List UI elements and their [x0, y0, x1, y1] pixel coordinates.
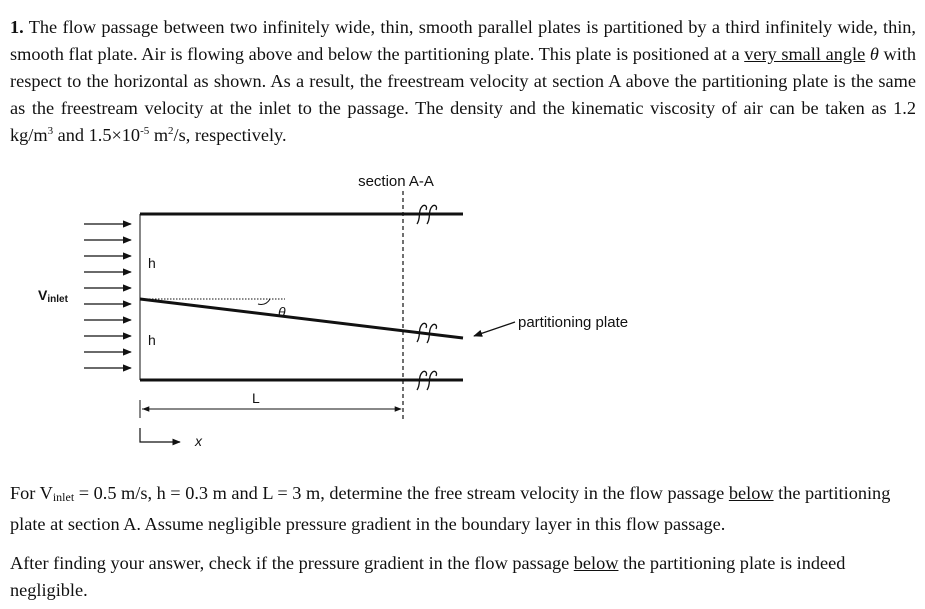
- problem-statement: [10, 14, 916, 149]
- partition-label-arrow: [474, 322, 515, 336]
- question-2: [10, 550, 916, 604]
- partitioning-plate-label: partitioning plate: [518, 314, 629, 331]
- superscript-neg5: -5: [140, 125, 150, 137]
- q1-text-b: = 0.5 m/s, h = 0.3 m and L = 3 m, determine the free stream velocity in the flow passage: [74, 483, 729, 503]
- x-axis-corner: [140, 428, 180, 442]
- l-label: L: [252, 390, 260, 406]
- theta-arc: [258, 299, 270, 304]
- theta-label: θ: [278, 304, 286, 320]
- x-label: x: [195, 433, 202, 449]
- q1-text-a: For V: [10, 483, 53, 503]
- theta-symbol: θ: [869, 44, 879, 64]
- superscript-2: 2: [168, 125, 174, 137]
- superscript-3: 3: [47, 125, 54, 137]
- question-1: [10, 480, 916, 538]
- q1-below-underlined: below: [728, 483, 774, 503]
- q2-text-a: After finding your answer, check if the pressure gradient in the flow passage: [10, 553, 574, 573]
- section-label: section A-A: [358, 173, 434, 190]
- problem-text-b: with respect to the horizontal as shown. As a result, the freestream velocity at section A above the partitioning plate is the same as the freestream velocity at the inlet to the passage. The density and the kinematic viscosity of air can be taken as 1.2 kg/m: [10, 44, 916, 145]
- v-inlet-label: Vinlet: [38, 287, 68, 305]
- q2-below-underlined: below: [573, 553, 619, 573]
- problem-text-a: The flow passage between two infinitely wide, thin, smooth parallel plates is partitioned by a third infinitely wide, thin, smooth flat plate. Air is flowing above and below the partitioning plate. This plate is positioned at a: [10, 17, 916, 64]
- problem-number: 1.: [10, 17, 24, 37]
- inlet-velocity-arrows: [84, 224, 131, 368]
- q2-text-b: the partitioning plate is indeed negligible.: [10, 553, 846, 600]
- problem-text-c: and 1.5×10: [53, 125, 141, 145]
- h-top-label: h: [148, 255, 156, 271]
- very-small-angle-underlined: very small angle: [744, 44, 866, 64]
- partitioning-plate: [140, 299, 463, 338]
- problem-text-d: m: [149, 125, 169, 145]
- q1-text-c: the partitioning plate at section A. Assume negligible pressure gradient in the boundary layer in this flow passage.: [10, 483, 891, 534]
- flow-passage-diagram: [0, 165, 925, 465]
- q1-v-sub: inlet: [52, 490, 75, 504]
- h-bottom-label: h: [148, 332, 156, 348]
- problem-text-e: /s, respectively.: [173, 125, 287, 145]
